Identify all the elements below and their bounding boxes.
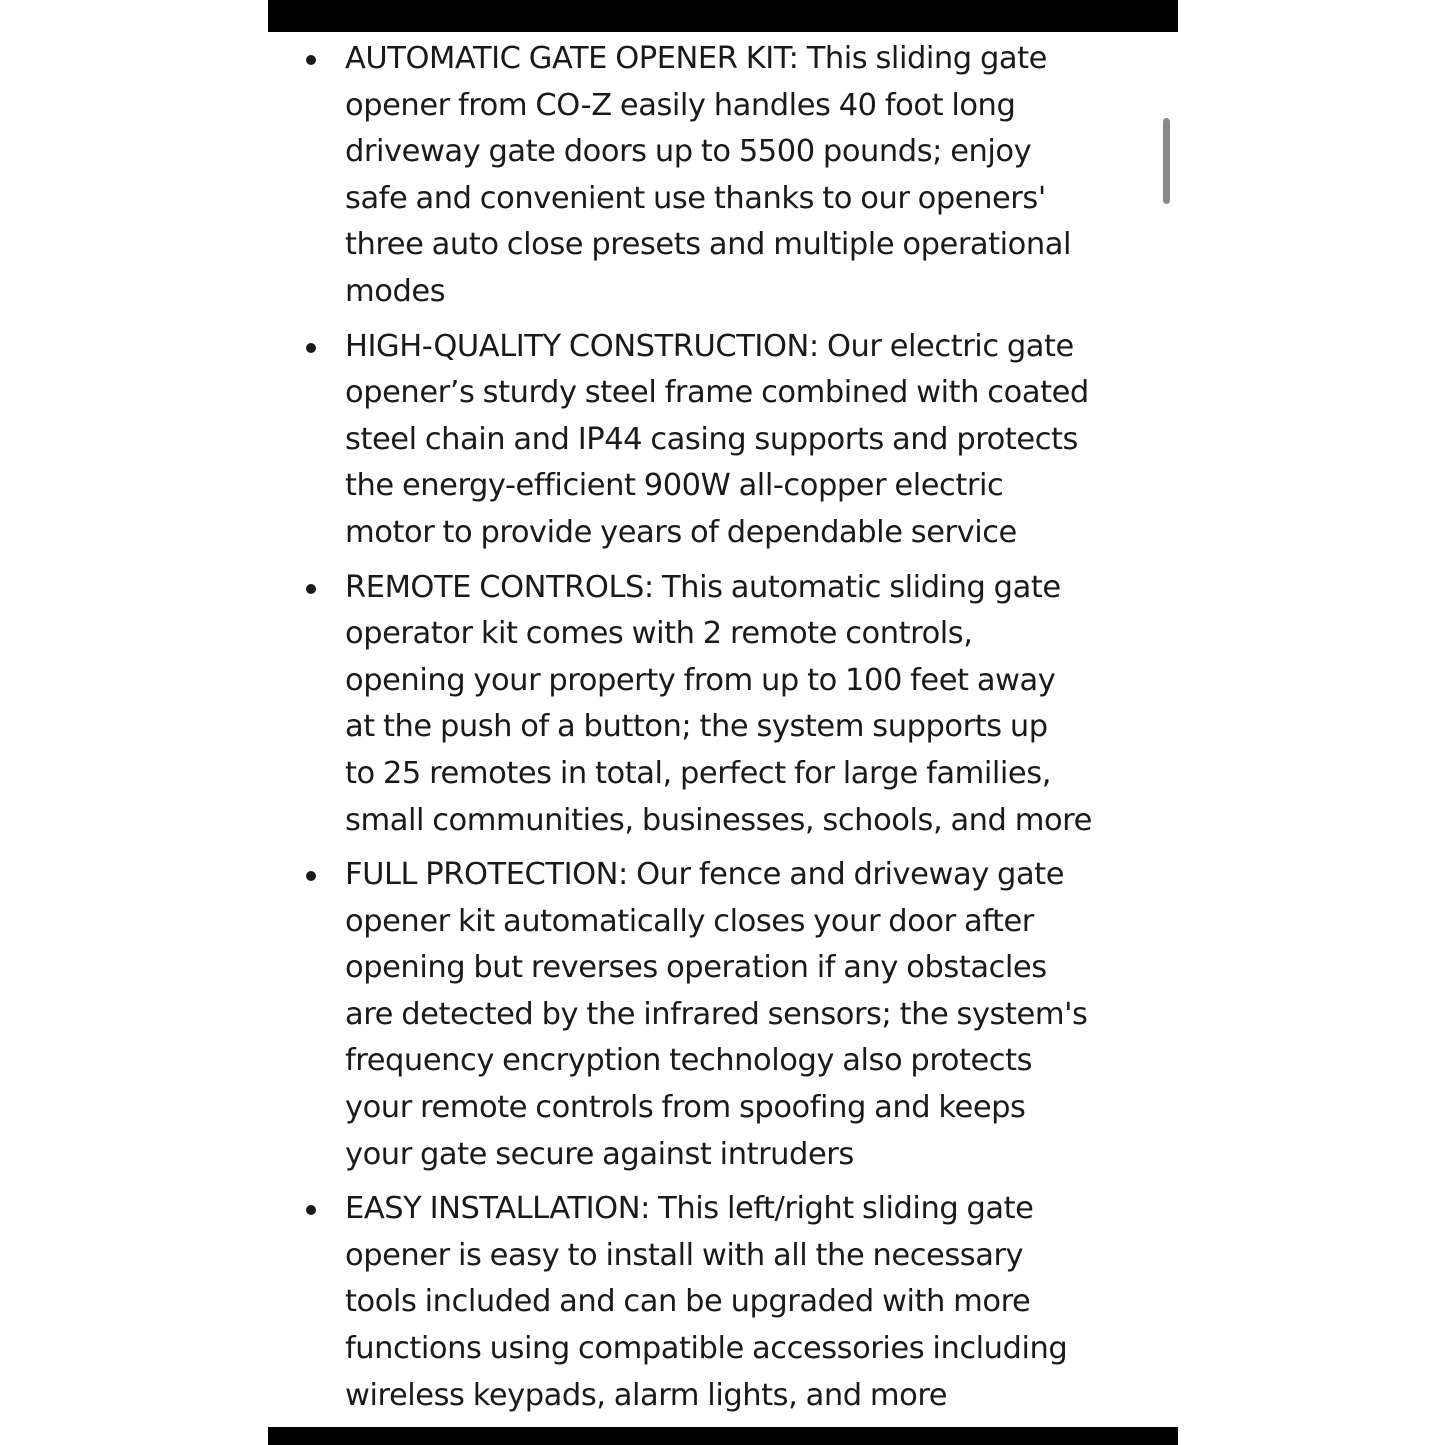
feature-text-line: operator kit comes with 2 remote controls, <box>345 616 973 652</box>
feature-text-line: tools included and can be upgraded with more <box>345 1284 1031 1320</box>
bottom-navigation-bar <box>268 1427 1178 1445</box>
feature-text-line: EASY INSTALLATION: This left/right sliding gate <box>345 1191 1034 1227</box>
screenshot-frame <box>268 0 1178 1445</box>
bullet-icon <box>306 1205 316 1215</box>
feature-text-line: opener is easy to install with all the necessary <box>345 1237 1024 1273</box>
feature-text-line: steel chain and IP44 casing supports and protects <box>345 421 1078 457</box>
feature-text-line: safe and convenient use thanks to our openers' <box>345 180 1046 216</box>
feature-text-line: at the push of a button; the system supports up <box>345 709 1048 745</box>
feature-text-line: REMOTE CONTROLS: This automatic sliding gate <box>345 569 1061 605</box>
feature-list-container <box>268 36 1148 1427</box>
feature-text-line: opener’s sturdy steel frame combined with coated <box>345 375 1089 411</box>
feature-text-line: opening your property from up to 100 feet away <box>345 662 1056 698</box>
bullet-icon <box>306 871 316 881</box>
top-status-bar <box>268 0 1178 32</box>
feature-text-line: driveway gate doors up to 5500 pounds; enjoy <box>345 134 1032 170</box>
bullet-icon <box>306 584 316 594</box>
feature-text-line: opener from CO-Z easily handles 40 foot long <box>345 87 1016 123</box>
feature-item-easy-installation <box>268 1186 1148 1419</box>
feature-text-line: to 25 remotes in total, perfect for large families, <box>345 755 1051 791</box>
feature-text-line: are detected by the infrared sensors; the system's <box>345 996 1088 1032</box>
feature-text-line: the energy-efficient 900W all-copper electric <box>345 468 1004 504</box>
feature-text-line: HIGH-QUALITY CONSTRUCTION: Our electric gate <box>345 328 1074 364</box>
feature-text-line: modes <box>345 273 446 309</box>
feature-text-line: small communities, businesses, schools, and more <box>345 802 1092 838</box>
feature-text-line: AUTOMATIC GATE OPENER KIT: This sliding gate <box>345 41 1047 76</box>
feature-text-line: opening but reverses operation if any obstacles <box>345 950 1047 986</box>
feature-text-line: opener kit automatically closes your door after <box>345 903 1034 939</box>
feature-text-line: frequency encryption technology also protects <box>345 1043 1033 1079</box>
feature-item-remote-controls <box>268 565 1148 845</box>
feature-text-line: functions using compatible accessories including <box>345 1331 1068 1367</box>
bullet-icon <box>306 343 316 353</box>
feature-text-line: your remote controls from spoofing and keeps <box>345 1090 1026 1126</box>
feature-text-line: FULL PROTECTION: Our fence and driveway gate <box>345 857 1065 893</box>
feature-text-line: your gate secure against intruders <box>345 1136 854 1172</box>
feature-text-line: motor to provide years of dependable service <box>345 514 1017 550</box>
scrollbar-thumb[interactable] <box>1163 118 1170 204</box>
feature-text-line: wireless keypads, alarm lights, and more <box>345 1377 948 1413</box>
feature-item-automatic-gate-opener-kit <box>268 36 1148 316</box>
feature-item-high-quality-construction <box>268 324 1148 557</box>
bullet-icon <box>306 55 316 65</box>
feature-item-full-protection <box>268 852 1148 1178</box>
feature-bullet-list <box>268 36 1148 1419</box>
feature-text-line: three auto close presets and multiple operational <box>345 227 1072 263</box>
